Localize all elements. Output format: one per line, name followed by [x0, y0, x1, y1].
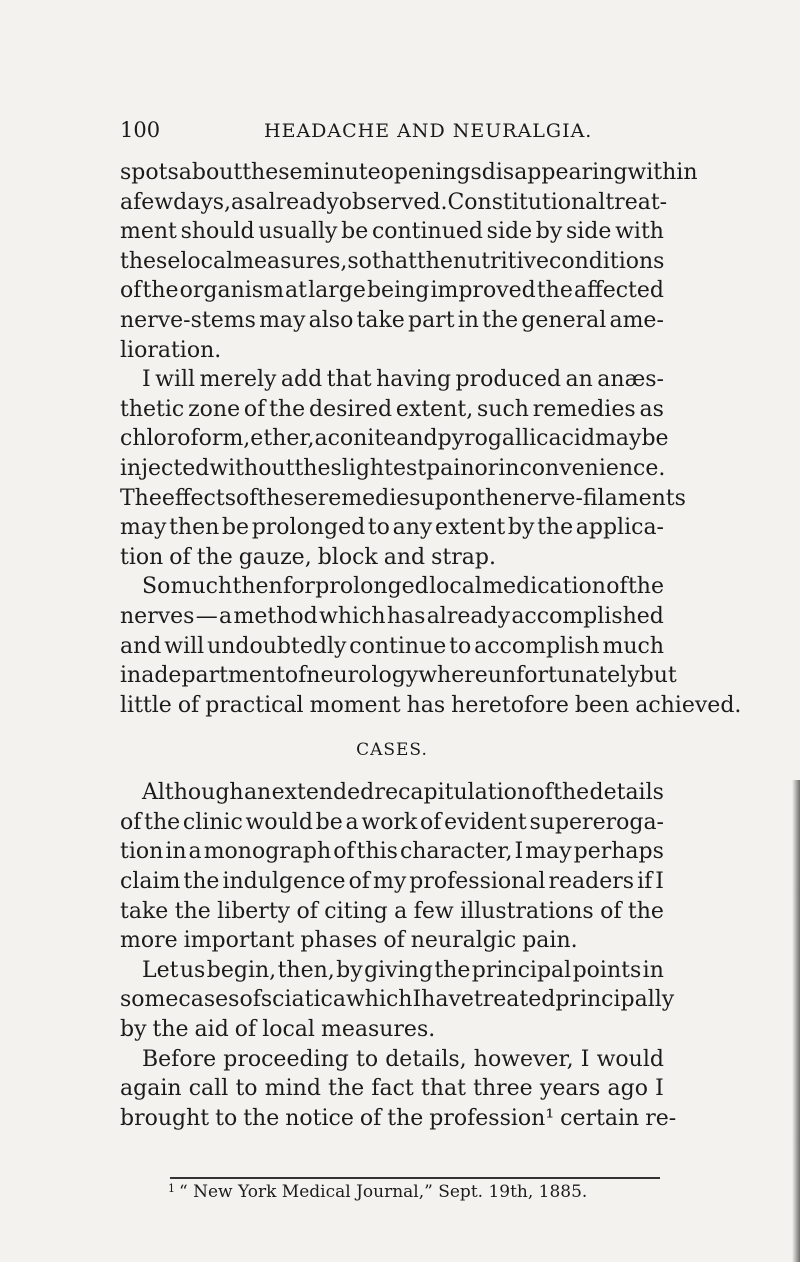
text-line: in a department of neurology where unfortunately but — [120, 663, 677, 689]
text-line: nerve-stems may also take part in the general ame- — [120, 307, 664, 333]
text-line: spots about these minute openings disappearing within — [120, 160, 698, 185]
page-edge-shadow — [792, 780, 800, 1262]
footnote-rule — [170, 1177, 660, 1179]
text-line: a few days, as already observed. Constitutional treat- — [120, 189, 668, 215]
text-line: lioration. — [120, 337, 222, 363]
text-line: injected without the slightest pain or inconvenience. — [120, 455, 666, 481]
text-line: nerves — a method which has already accomplished — [120, 603, 664, 629]
text-line: take the liberty of citing a few illustrations of the — [120, 898, 664, 924]
text-line: tion in a monograph of this character, I may perhaps — [120, 839, 664, 865]
text-line: thetic zone of the desired extent, such remedies as — [120, 396, 664, 422]
page-number: 100 — [120, 118, 161, 142]
text-line: Let us begin, then, by giving the principal points in — [142, 957, 664, 983]
paragraph — [120, 1045, 677, 1134]
text-line: tion of the gauze, block and strap. — [120, 544, 496, 570]
text-line: again call to mind the fact that three years ago I — [120, 1076, 664, 1102]
text-line: Before proceeding to details, however, I would — [142, 1046, 664, 1072]
footnote-marker: 1 — [168, 1182, 175, 1195]
body-text — [120, 158, 742, 1133]
paragraph — [120, 778, 664, 956]
page-header — [120, 118, 660, 144]
text-line: by the aid of local measures. — [120, 1017, 436, 1043]
paragraph — [120, 956, 675, 1045]
section-heading: CASES. — [356, 740, 428, 761]
text-line: claim the indulgence of my professional readers if I — [120, 869, 664, 895]
text-line: these local measures, so that the nutritive conditions — [120, 248, 665, 274]
main-paragraphs — [120, 158, 742, 720]
footnote — [168, 1182, 587, 1202]
text-line: chloroform, ether, aconite and pyrogallic acid may be — [120, 426, 669, 452]
paragraph — [120, 365, 686, 572]
text-line: So much then for prolonged local medication of the — [142, 574, 664, 600]
text-line: and will undoubtedly continue to accomplish much — [120, 633, 664, 659]
text-line: of the organism at large being improved the affected — [120, 278, 664, 304]
running-title: HEADACHE AND NEURALGIA. — [264, 120, 593, 142]
paragraph — [120, 572, 742, 720]
text-line: may then be prolonged to any extent by the applica- — [120, 515, 664, 541]
text-line: little of practical moment has heretofore been achieved. — [120, 692, 742, 718]
text-line: some cases of sciatica which I have treated principally — [120, 987, 675, 1013]
text-line: of the clinic would be a work of evident supereroga- — [120, 809, 664, 835]
text-line: I will merely add that having produced an anæs- — [142, 367, 664, 393]
text-line: Although an extended recapitulation of the details — [142, 780, 664, 806]
case-paragraphs — [120, 778, 677, 1133]
text-line: The effects of these remedies upon the nerve-filaments — [120, 485, 686, 511]
paragraph — [120, 158, 698, 365]
footnote-text: “ New York Medical Journal,” Sept. 19th, 1885. — [179, 1182, 588, 1202]
text-line: brought to the notice of the profession¹ certain re- — [120, 1105, 677, 1131]
text-line: more important phases of neuralgic pain. — [120, 928, 578, 954]
text-line: ment should usually be continued side by side with — [120, 219, 664, 245]
